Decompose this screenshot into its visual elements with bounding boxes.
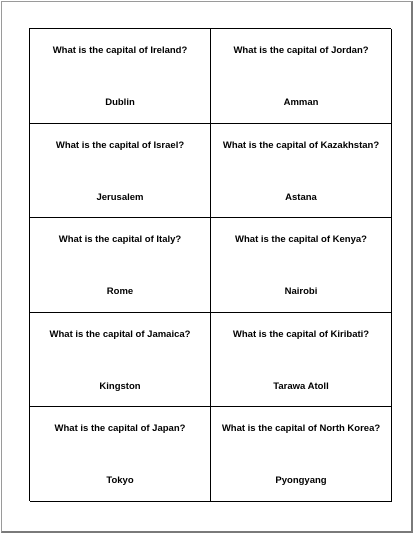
card-question: What is the capital of Jamaica? (49, 328, 191, 340)
card-answer: Nairobi (284, 286, 318, 298)
flashcard (30, 124, 211, 219)
card-answer: Amman (283, 97, 319, 108)
flashcard-grid (29, 28, 391, 501)
flashcard (211, 313, 392, 408)
flashcard (30, 313, 211, 408)
card-question: What is the capital of Jordan? (233, 45, 369, 56)
card-answer: Astana (285, 191, 317, 203)
document-page (1, 1, 413, 533)
card-answer: Tarawa Atoll (273, 380, 329, 392)
flashcard (211, 124, 392, 219)
card-question: What is the capital of Japan? (54, 423, 186, 435)
flashcard (30, 407, 211, 502)
card-question: What is the capital of Kiribati? (232, 328, 370, 340)
card-question: What is the capital of Kenya? (235, 234, 367, 246)
card-question: What is the capital of Israel? (55, 139, 185, 151)
card-answer: Pyongyang (275, 475, 327, 487)
flashcard (30, 218, 211, 313)
card-answer: Rome (106, 286, 134, 298)
card-answer: Dublin (105, 97, 135, 108)
card-question: What is the capital of Ireland? (52, 45, 188, 56)
card-answer: Tokyo (106, 475, 134, 487)
card-answer: Kingston (99, 380, 141, 392)
card-question: What is the capital of North Korea? (221, 423, 381, 435)
card-question: What is the capital of Kazakhstan? (222, 139, 380, 151)
flashcard (211, 407, 392, 502)
flashcard (30, 29, 211, 124)
flashcard (211, 29, 392, 124)
flashcard (211, 218, 392, 313)
card-question: What is the capital of Italy? (58, 234, 182, 246)
card-answer: Jerusalem (96, 191, 144, 203)
